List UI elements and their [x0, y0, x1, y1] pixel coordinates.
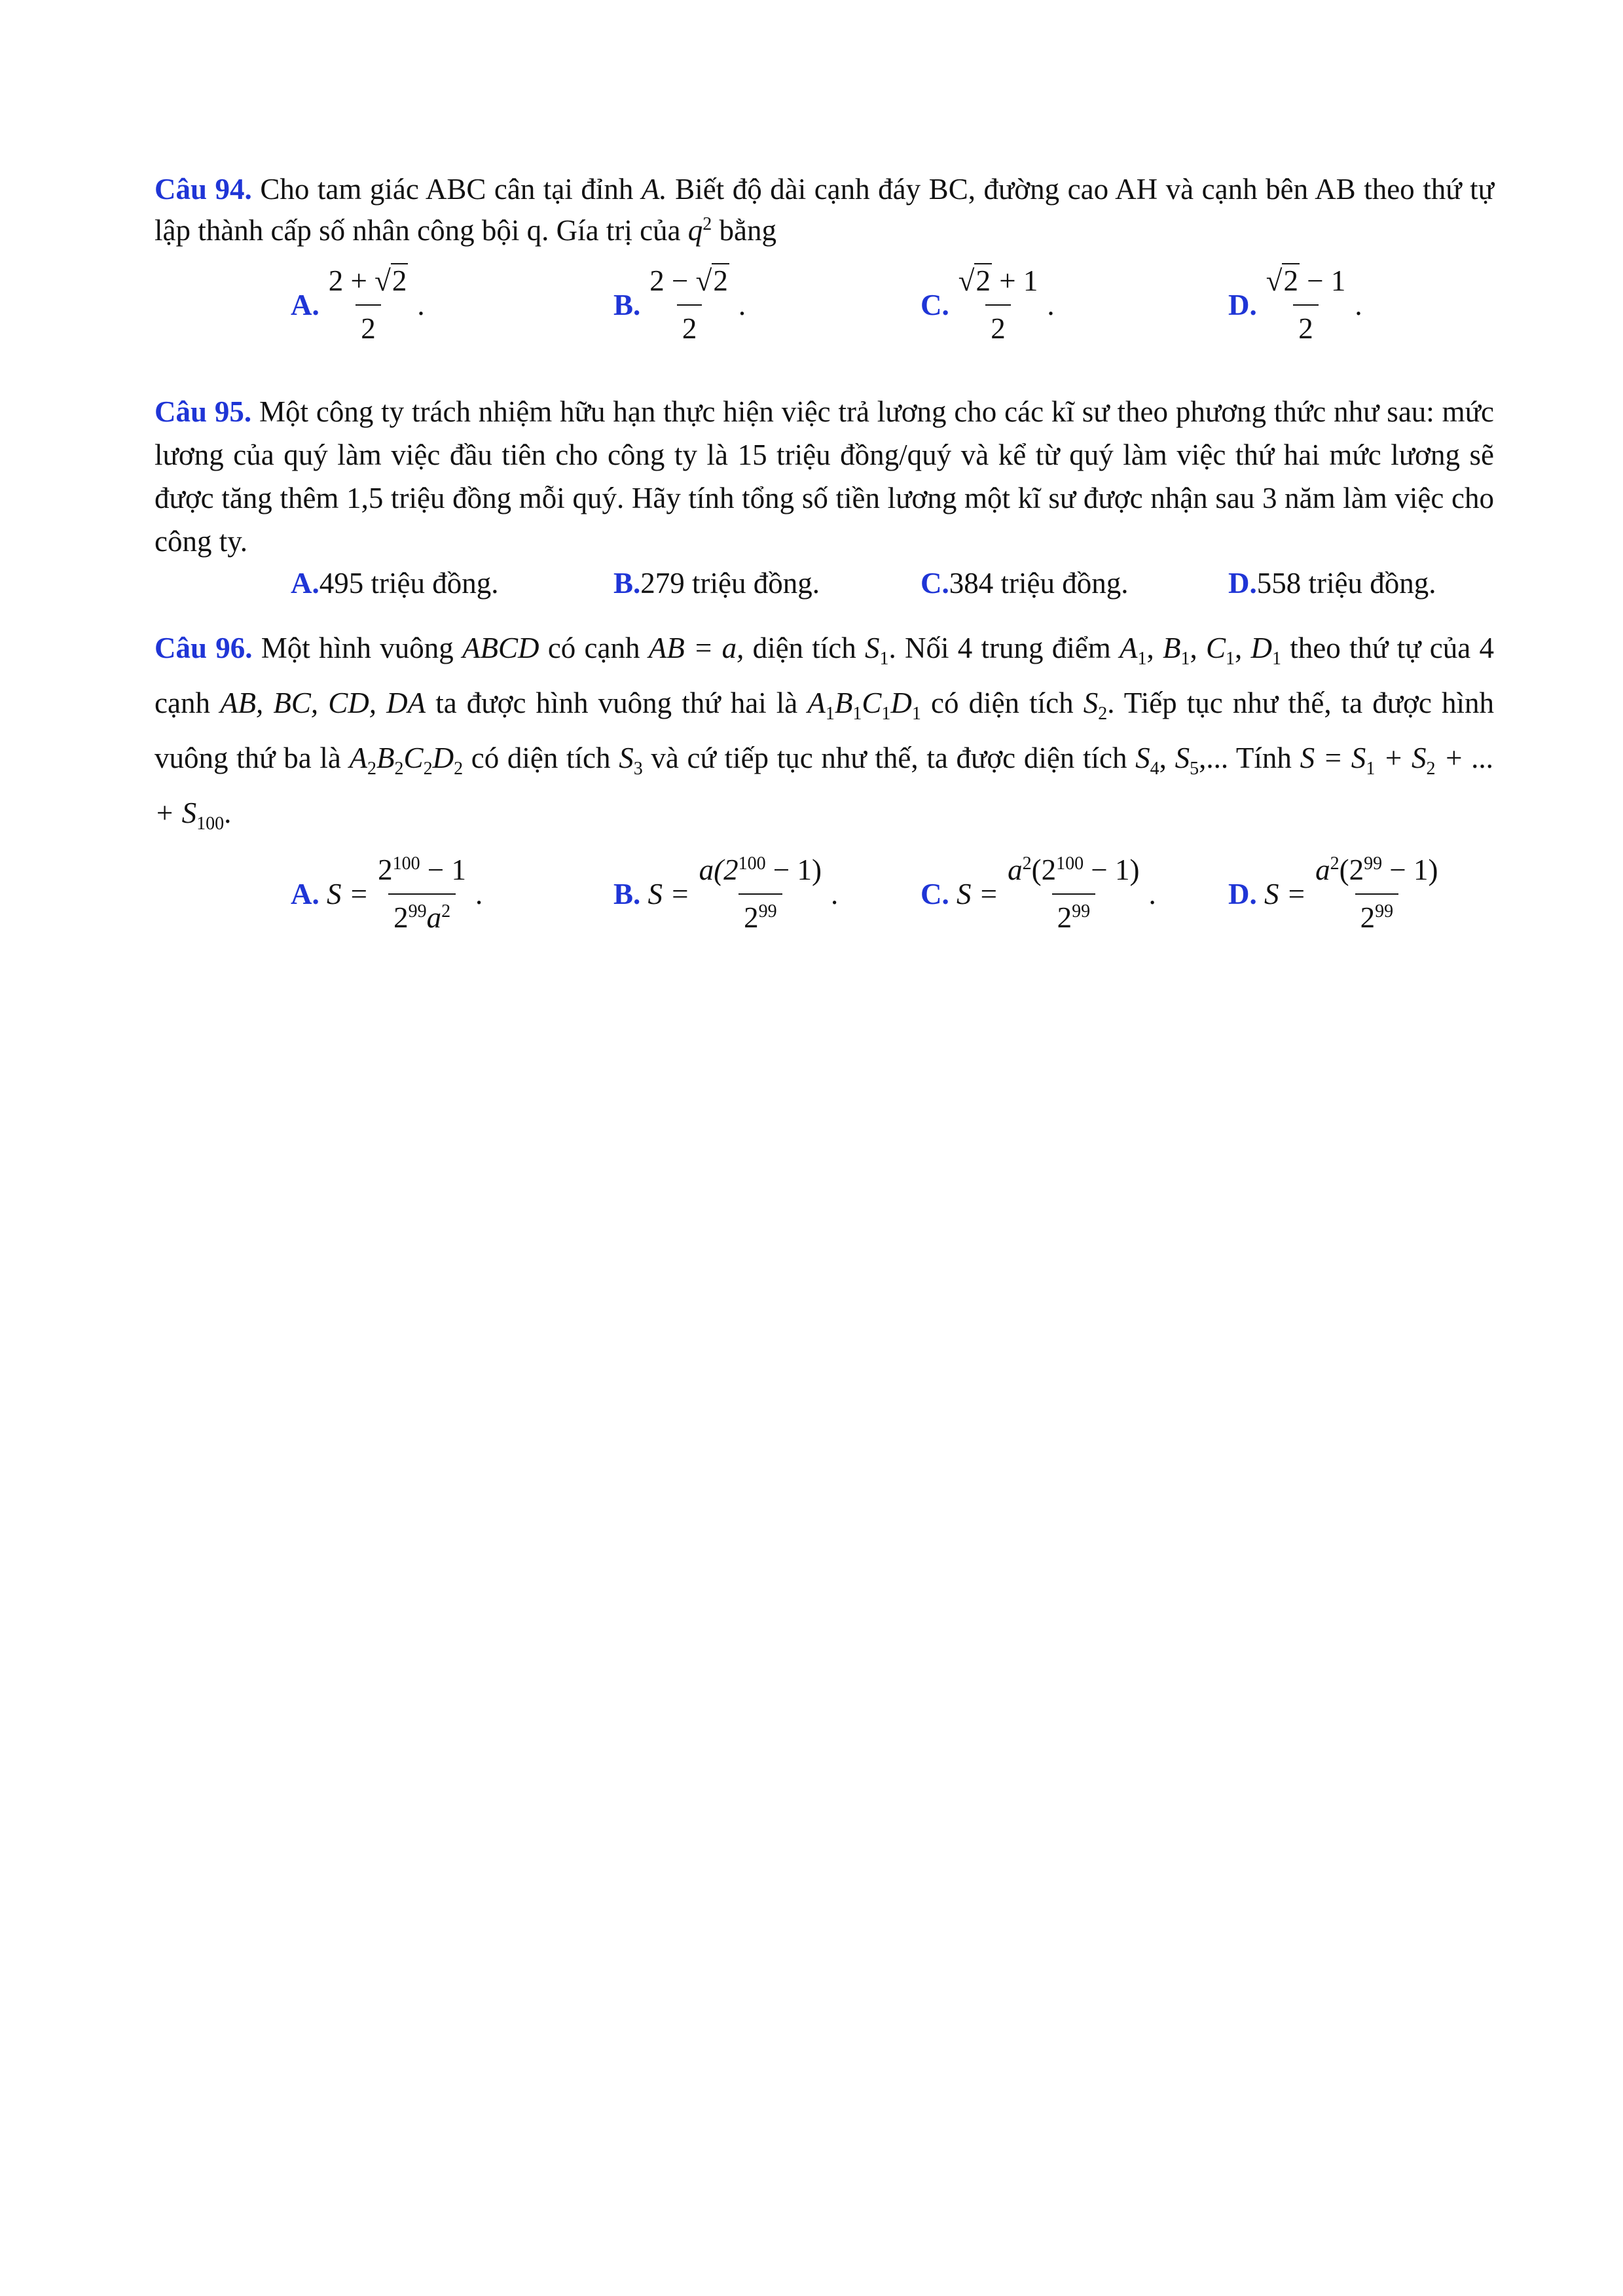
option-b[interactable]: B. S = $\frac{a(2^{100} - 1)}{2^{99}}$ .	[613, 850, 838, 939]
question-95	[155, 390, 1494, 606]
option-a[interactable]: A. 495 triệu đồng.	[291, 567, 499, 600]
option-d-fraction: $\frac{a^2(2^{99} - 1)}{2^{99}}$	[1310, 850, 1443, 939]
option-b[interactable]: B. $\frac{2 - √ 2}{2}$ .	[613, 260, 746, 350]
question-96-label: Câu 96.	[155, 632, 253, 664]
option-a[interactable]: A. $\frac{2 + √ 2}{2}$ .	[291, 260, 425, 350]
option-d-fraction: √ $\frac{2 - 1}{2}$	[1261, 260, 1351, 350]
option-a-fraction: $\frac{2^{100} - 1}{2^{99}a^2}$	[373, 850, 471, 939]
option-a-fraction: $\frac{2 + √ 2}{2}$	[323, 260, 414, 350]
option-c[interactable]: C. 384 triệu đồng.	[921, 567, 1129, 600]
question-95-label: Câu 95.	[155, 395, 252, 428]
option-a[interactable]: A. S = $\frac{2^{100} - 1}{2^{99}a^2}$ .	[291, 850, 483, 939]
option-b-fraction: $\frac{a(2^{100} - 1)}{2^{99}}$	[694, 850, 827, 939]
question-95-options	[155, 563, 1494, 606]
question-94-label: Câu 94.	[155, 173, 252, 206]
question-94-text: Câu 94. Cho tam giác ABC cân tại đỉnh A. Biết độ dài cạnh đáy BC, đường cao AH và cạnh bên AB theo thứ tự lập thành cấp số nhân công bội q. Gía trị của $q^2$ bằng	[155, 173, 1494, 247]
option-d[interactable]: D. 558 triệu đồng.	[1228, 567, 1436, 600]
question-95-text: Câu 95. Một công ty trách nhiệm hữu hạn thực hiện việc trả lương cho các kĩ sư theo phương thức như sau: mức lương của quý làm việc đầu tiên cho công ty là 15 triệu đồng/quý và kể từ quý làm việc thứ hai mức lương sẽ được tăng thêm 1,5 triệu đồng mỗi quý. Hãy tính tổng số tiền lương một kĩ sư được nhận sau 3 năm làm việc cho công ty.	[155, 395, 1495, 558]
question-96-options	[155, 850, 1494, 941]
question-94	[155, 169, 1494, 352]
option-c-fraction: $\frac{a^2(2^{100} - 1)}{2^{99}}$	[1002, 850, 1144, 939]
option-d[interactable]: D. √ $\frac{2 - 1}{2}$ .	[1228, 260, 1362, 350]
option-b-fraction: $\frac{2 - √ 2}{2}$	[644, 260, 735, 350]
question-96-text: Câu 96. Một hình vuông ABCD có cạnh AB = a, diện tích $S_1$. Nối 4 trung điểm $A_1$, $B_1$, $C_1$, $D_1$ theo thứ tự của 4 cạnh AB, BC, CD, DA ta được hình vuông thứ hai là $A_1B_1C_1D_1$ có diện tích $S_2$. Tiếp tục như thế, ta được hình vuông thứ ba là $A_2B_2C_2D_2$ có diện tích $S_3$ và cứ tiếp tục như thế, ta được diện tích $S_4$, $S_5$,... Tính $S = S_1 + S_2$ + ... + $S_{100}$.	[155, 632, 1495, 834]
option-c[interactable]: C. S = $\frac{a^2(2^{100} - 1)}{2^{99}}$ .	[921, 850, 1156, 939]
option-c-fraction: √ $\frac{2 + 1}{2}$	[953, 260, 1044, 350]
option-d[interactable]: D. S = $\frac{a^2(2^{99} - 1)}{2^{99}}$	[1228, 850, 1448, 939]
question-94-options	[155, 260, 1494, 352]
question-96	[155, 620, 1494, 941]
option-b[interactable]: B. 279 triệu đồng.	[613, 567, 820, 600]
option-c[interactable]: C. √ $\frac{2 + 1}{2}$ .	[921, 260, 1055, 350]
